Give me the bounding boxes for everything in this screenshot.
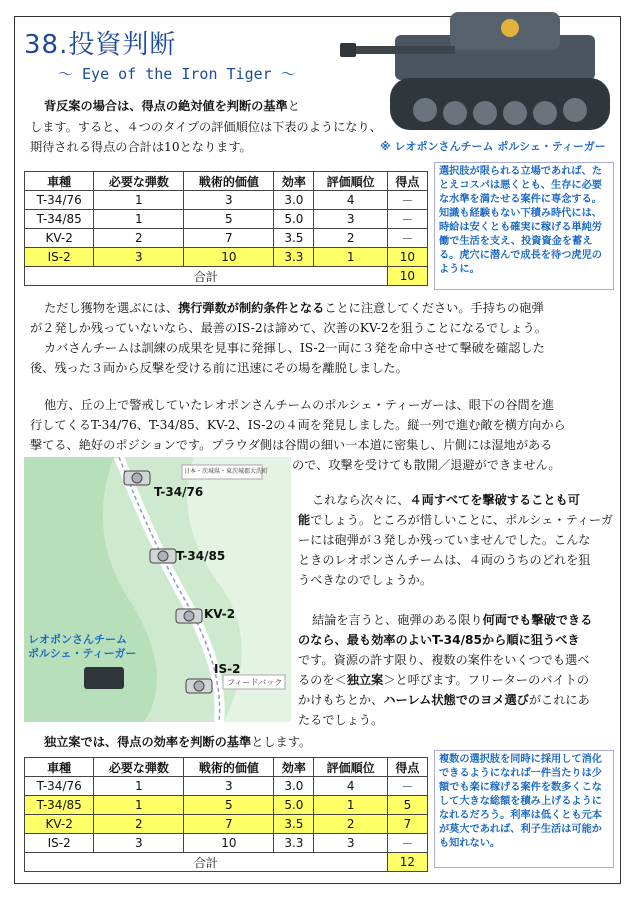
cell: － bbox=[387, 210, 427, 229]
cell: 3 bbox=[94, 248, 184, 267]
cell: 5.0 bbox=[274, 796, 314, 815]
map-label-t3476: T-34/76 bbox=[154, 485, 204, 499]
tank-icon-t3485[interactable] bbox=[148, 545, 178, 567]
cell: 1 bbox=[314, 248, 387, 267]
para2-line-4: 後、残った３両から反撃を受ける前に迅速にその場を離脱しました。 bbox=[30, 361, 408, 375]
cell: T-34/76 bbox=[25, 191, 94, 210]
cell: IS-2 bbox=[25, 248, 94, 267]
cell: T-34/85 bbox=[25, 796, 94, 815]
cell: － bbox=[387, 229, 427, 248]
cell: 2 bbox=[314, 229, 387, 248]
text: ことに注意してください。手持ちの砲弾 bbox=[324, 301, 544, 315]
para4-line-4: ときのレオポンさんチームは、４両のうちのどれを狙 bbox=[298, 553, 591, 567]
table-row bbox=[25, 777, 428, 796]
cell: 5 bbox=[387, 796, 427, 815]
cell: 2 bbox=[94, 229, 184, 248]
para3-line-1: 他方、丘の上で警戒していたレオポンさんチームのポルシェ・ティーガーは、眼下の谷間を進 bbox=[44, 398, 555, 412]
cell: 3.5 bbox=[274, 815, 314, 834]
cell: － bbox=[387, 191, 427, 210]
table-total-row bbox=[25, 267, 428, 286]
cell: － bbox=[387, 777, 427, 796]
table-independent bbox=[24, 757, 428, 872]
para3-line-2: 行してくるT-34/76、T-34/85、KV-2、IS-2の４両を発見しました。縦一列で進む敵を横方向から bbox=[30, 418, 566, 432]
para4-line-5: うべきなのでしょうか。 bbox=[298, 573, 433, 587]
cell: 10 bbox=[387, 248, 427, 267]
text-bold: 携行弾数が制約条件となる bbox=[178, 301, 325, 315]
th-type: 車種 bbox=[25, 758, 94, 777]
cell: KV-2 bbox=[25, 815, 94, 834]
cell: 1 bbox=[94, 191, 184, 210]
page-subtitle: ～ Eye of the Iron Tiger ～ bbox=[58, 65, 296, 83]
intro-bold: 背反案の場合は、得点の絶対値を判断の基準 bbox=[44, 99, 288, 113]
cell: 3 bbox=[184, 191, 274, 210]
cell: 2 bbox=[314, 815, 387, 834]
para5-line-3: です。資源の許す限り、複数の案件をいくつでも選べ bbox=[298, 653, 590, 667]
cell: 1 bbox=[94, 796, 184, 815]
cell: 3 bbox=[184, 777, 274, 796]
text-bold: 何両でも撃破できる bbox=[482, 613, 593, 627]
cell: 3.0 bbox=[274, 777, 314, 796]
th-score: 得点 bbox=[387, 758, 427, 777]
tank-icon-is2[interactable] bbox=[184, 675, 214, 697]
cell: 4 bbox=[314, 777, 387, 796]
th-efficiency: 効率 bbox=[274, 758, 314, 777]
para5-line-2: のなら、最も効率のよいT-34/85から順に狙うべき bbox=[298, 633, 580, 647]
para4-line-2 bbox=[298, 510, 613, 530]
text: これなら次々に、 bbox=[312, 493, 410, 507]
table-row bbox=[25, 210, 428, 229]
total-value: 10 bbox=[387, 267, 427, 286]
para5-line-4 bbox=[298, 670, 589, 690]
para5-line-6: たるでしょう。 bbox=[298, 713, 384, 727]
text: かけもちとか、 bbox=[298, 693, 384, 707]
para2-line-2: が２発しか残っていないなら、最善のIS-2は諦めて、次善のKV-2を狙うことになるでしょう。 bbox=[30, 321, 547, 335]
para3-line-3: 撃てる、絶好のポジションです。プラウダ側は谷間の細い一本道に密集し、片側には湿地がある bbox=[30, 438, 553, 452]
cell: IS-2 bbox=[25, 834, 94, 853]
map-label-kv2: KV-2 bbox=[204, 607, 236, 621]
tank-icon-kv2[interactable] bbox=[174, 605, 204, 627]
intro-line-2: します。すると、４つのタイプの評価順位は下表のようになり、 bbox=[30, 120, 382, 134]
team-name: レオポンさんチーム bbox=[28, 633, 127, 646]
table-header-row bbox=[25, 172, 428, 191]
table-row-highlighted bbox=[25, 815, 428, 834]
cell: 2 bbox=[94, 815, 184, 834]
total-label: 合計 bbox=[25, 853, 388, 872]
cell: T-34/76 bbox=[25, 777, 94, 796]
cell: － bbox=[387, 834, 427, 853]
text: でしょう。ところが惜しいことに、ポルシェ・ティーガ bbox=[310, 513, 614, 527]
cell: 7 bbox=[184, 229, 274, 248]
cell: 10 bbox=[184, 834, 274, 853]
para2-line-1 bbox=[44, 298, 634, 318]
cell: 1 bbox=[314, 796, 387, 815]
note-box-1: 選択肢が限られる立場であれば、たとえコスパは悪くとも、生存に必要な水準を満たせる案件に専念する。知識も経験もない下積み時代には、時給は安くとも確実に稼げる単純労働で生活を支え、投資資金を蓄える。虎穴に潜んで成長を待つ虎児のように。 bbox=[434, 162, 614, 290]
para5-line-1 bbox=[312, 610, 592, 630]
intro-line-3: 期待される得点の合計は10となります。 bbox=[30, 140, 252, 154]
text: とします。 bbox=[251, 735, 312, 749]
indep-line bbox=[44, 732, 311, 752]
cell: 3.3 bbox=[274, 834, 314, 853]
cell: 10 bbox=[184, 248, 274, 267]
table-total-row bbox=[25, 853, 428, 872]
text: ただし獲物を選ぶには、 bbox=[44, 301, 179, 315]
cell: T-34/85 bbox=[25, 210, 94, 229]
text-bold: 独立案では、得点の効率を判断の基準 bbox=[44, 735, 252, 749]
cell: 3.0 bbox=[274, 191, 314, 210]
th-rounds: 必要な弾数 bbox=[94, 172, 184, 191]
table-row bbox=[25, 834, 428, 853]
map-feedback-button[interactable]: フィードバック bbox=[227, 678, 283, 687]
cell: KV-2 bbox=[25, 229, 94, 248]
para4-line-1 bbox=[312, 490, 580, 510]
text-bold: ハーレム状態でのヨメ選び bbox=[383, 693, 529, 707]
cell: 3 bbox=[314, 834, 387, 853]
th-rounds: 必要な弾数 bbox=[94, 758, 184, 777]
cell: 3.3 bbox=[274, 248, 314, 267]
text: ＞と呼びます。フリーターのバイトの bbox=[383, 673, 590, 687]
cell: 3 bbox=[314, 210, 387, 229]
map-label-t3485: T-34/85 bbox=[176, 549, 226, 563]
text: るのを＜ bbox=[298, 673, 347, 687]
th-value: 戦術的価値 bbox=[184, 758, 274, 777]
tank-icon-t3476[interactable] bbox=[122, 467, 152, 489]
map-team-label bbox=[28, 633, 136, 661]
tank-credit-label: ※ レオポンさんチーム ポルシェ・ティーガー bbox=[380, 140, 606, 153]
cell: 5 bbox=[184, 210, 274, 229]
table-row-highlighted bbox=[25, 248, 428, 267]
text-bold: 能 bbox=[298, 513, 311, 527]
text-bold: ４両すべてを撃破することも可 bbox=[409, 493, 580, 507]
cell: 5.0 bbox=[274, 210, 314, 229]
table-header-row bbox=[25, 758, 428, 777]
cell: 7 bbox=[387, 815, 427, 834]
page-title: 38.投資判断 bbox=[24, 30, 177, 60]
th-value: 戦術的価値 bbox=[184, 172, 274, 191]
table-mutually-exclusive bbox=[24, 171, 428, 286]
th-rank: 評価順位 bbox=[314, 172, 387, 191]
table-row bbox=[25, 191, 428, 210]
cell: 3 bbox=[94, 834, 184, 853]
table-row bbox=[25, 229, 428, 248]
th-score: 得点 bbox=[387, 172, 427, 191]
tiger-tank-illustration bbox=[340, 0, 635, 160]
text-bold: 独立案 bbox=[346, 673, 384, 687]
para4-line-3: ーには砲弾が３発しか残っていませんでした。こんな bbox=[298, 533, 591, 547]
intro-line-1 bbox=[44, 96, 300, 116]
total-value: 12 bbox=[387, 853, 427, 872]
cell: 5 bbox=[184, 796, 274, 815]
battle-map[interactable] bbox=[24, 457, 291, 722]
total-label: 合計 bbox=[25, 267, 388, 286]
th-type: 車種 bbox=[25, 172, 94, 191]
text: 結論を言うと、砲弾のある限り bbox=[312, 613, 483, 627]
note-box-2: 複数の選択肢を同時に採用して消化できるようになれば一件当たりは少額でも楽に稼げる案件を数多くこなして大きな総額を積み上げるようになれるだろう。利率は低くとも元本が莫大であれば、利子生活は可能かも知れない。 bbox=[434, 750, 614, 868]
cell: 1 bbox=[94, 777, 184, 796]
cell: 4 bbox=[314, 191, 387, 210]
th-efficiency: 効率 bbox=[274, 172, 314, 191]
map-label-is2: IS-2 bbox=[214, 662, 241, 676]
cell: 1 bbox=[94, 210, 184, 229]
th-rank: 評価順位 bbox=[314, 758, 387, 777]
cell: 7 bbox=[184, 815, 274, 834]
para2-line-3: カバさんチームは訓練の成果を見事に発揮し、IS-2一両に３発を命中させて撃破を確認した bbox=[44, 341, 545, 355]
cell: 3.5 bbox=[274, 229, 314, 248]
para5-line-5 bbox=[298, 690, 590, 710]
team-tank: ポルシェ・ティーガー bbox=[28, 647, 137, 660]
map-search-box[interactable]: 日本・茨城県・東茨城郡大洗町 bbox=[184, 468, 269, 475]
para3-line-4: ので、攻撃を受けても散開／退避ができません。 bbox=[292, 458, 561, 472]
table-row-highlighted bbox=[25, 796, 428, 815]
text: がこれにあ bbox=[528, 693, 590, 707]
intro-rest: と bbox=[287, 99, 300, 113]
